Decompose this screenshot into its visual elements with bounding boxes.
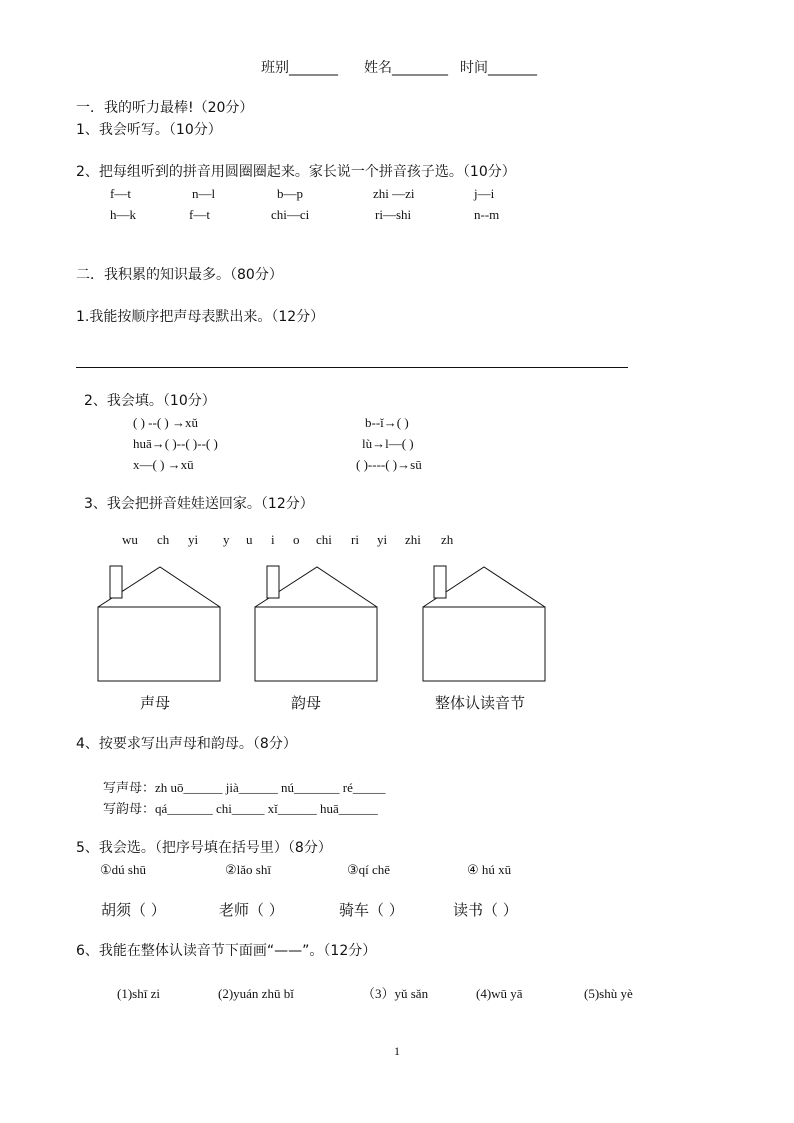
part1-q1: 1、我会听写。（10分） [76, 122, 222, 138]
class-label: 班别_______ [261, 60, 338, 76]
pinyin-pair: f—t [110, 186, 131, 201]
q6-item: (2)yuán zhū bǐ [218, 986, 294, 1001]
q6-item: （3）yǔ sǎn [362, 986, 429, 1001]
q5-option: ④ hú xū [467, 862, 512, 877]
syllable: u [246, 532, 253, 547]
fill-item: lù→l—( ) [362, 436, 414, 451]
syllable: ch [157, 532, 170, 547]
q5-option: ③qí chē [347, 862, 391, 877]
q6-item: (1)shī zi [117, 986, 160, 1001]
pinyin-pair: h—k [110, 207, 136, 222]
time-label: 时间_______ [460, 60, 537, 76]
fill-item: x—( ) →xū [133, 457, 194, 472]
part1-q2: 2、把每组听到的拼音用圆圈圈起来。家长说一个拼音孩子选。（10分） [76, 164, 516, 180]
house-shengmu [98, 566, 220, 681]
q4-line2: 写韵母：qá_______ chi_____ xǐ______ huā______ [103, 801, 378, 816]
q5-word: 读书（ ） [453, 901, 518, 919]
syllable: y [223, 532, 230, 547]
pinyin-pair: ri—shi [375, 207, 412, 222]
pinyin-pair: zhi —zi [373, 186, 415, 201]
house-label-zhengti: 整体认读音节 [435, 694, 526, 712]
q5-option: ①dú shū [100, 862, 146, 877]
pinyin-pair: chi—ci [271, 207, 310, 222]
fill-item: b--ǐ→( ) [365, 415, 409, 430]
house-label-shengmu: 声母 [140, 694, 171, 712]
syllable: zhi [405, 532, 421, 547]
syllable: yi [377, 532, 388, 547]
part2-q2-title: 2、我会填。（10分） [84, 393, 216, 409]
q6-item: (5)shù yè [584, 986, 633, 1001]
pinyin-pair: n--m [474, 207, 500, 222]
q4-line1: 写声母：zh uō______ jià______ nú_______ ré_____ [103, 780, 386, 795]
q6-item: (4)wū yā [476, 986, 523, 1001]
pinyin-pair: n—l [192, 186, 216, 201]
house-zhengti [423, 566, 545, 681]
name-label: 姓名________ [364, 60, 448, 76]
syllable: wu [122, 532, 138, 547]
pinyin-pair: j—i [474, 186, 495, 201]
syllable: yi [188, 532, 199, 547]
q5-word: 老师（ ） [219, 901, 284, 919]
q5-option: ②lǎo shī [225, 862, 271, 877]
part2-q6-title: 6、我能在整体认读音节下面画“——”。（12分） [76, 943, 377, 959]
pinyin-pair: f—t [189, 207, 210, 222]
fill-item: ( )----( )→sū [356, 457, 422, 472]
fill-item: huā→( )--( )--( ) [133, 436, 218, 451]
part2-q1: 1.我能按顺序把声母表默出来。（12分） [76, 309, 325, 325]
syllable: i [271, 532, 275, 547]
part2-q3-title: 3、我会把拼音娃娃送回家。（12分） [84, 496, 314, 512]
fill-item: ( ) --( ) →xǔ [133, 415, 198, 430]
page-number: 1 [394, 1044, 400, 1058]
part2-title: 二．我积累的知识最多。（80分） [76, 267, 283, 283]
q5-word: 骑车（ ） [339, 901, 404, 919]
part2-q4-title: 4、按要求写出声母和韵母。（8分） [76, 736, 297, 752]
house-yunmu [255, 566, 377, 681]
syllable: ri [351, 532, 359, 547]
syllable: o [293, 532, 300, 547]
syllable: chi [316, 532, 332, 547]
pinyin-pair: b—p [277, 186, 303, 201]
syllable: zh [441, 532, 454, 547]
house-label-yunmu: 韵母 [291, 694, 322, 712]
part1-title: 一．我的听力最棒!（20分） [76, 100, 254, 116]
part2-q5-title: 5、我会选。（把序号填在括号里）（8分） [76, 840, 332, 856]
q5-word: 胡须（ ） [101, 901, 166, 919]
